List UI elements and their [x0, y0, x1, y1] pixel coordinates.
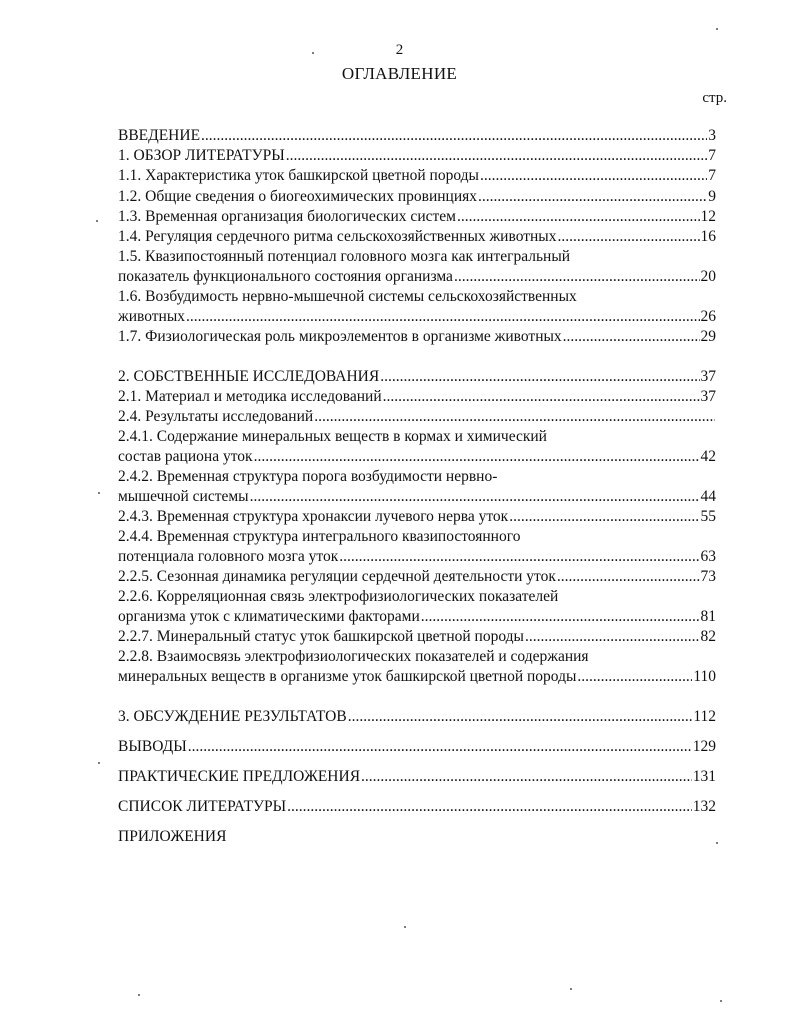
dot-leader — [557, 567, 700, 586]
toc-entry — [118, 407, 716, 426]
toc-entry-page: 81 — [700, 608, 716, 625]
dot-leader — [563, 327, 700, 346]
dot-leader — [286, 146, 708, 165]
scan-speck — [716, 28, 718, 30]
toc-entry-text: 2.2.8. Взаимосвязь электрофизиологических показателей и содержания — [118, 648, 589, 665]
toc-entry — [118, 797, 716, 816]
toc-entry-page: 9 — [708, 188, 716, 205]
toc-entry — [118, 247, 716, 266]
toc-entry-page: 110 — [693, 668, 716, 685]
page-title: ОГЛАВЛЕНИЕ — [341, 64, 458, 83]
toc-entry-text: животных — [118, 308, 185, 325]
scan-speck — [96, 220, 98, 222]
toc-entry — [118, 307, 716, 326]
scan-speck — [98, 492, 100, 494]
dot-leader — [577, 667, 692, 686]
dot-leader — [380, 367, 699, 386]
toc-entry-page: 131 — [692, 768, 716, 785]
toc-entry-page: 44 — [700, 488, 716, 505]
toc-entry-page: 42 — [700, 448, 716, 465]
toc-entry-text: ПРИЛОЖЕНИЯ — [118, 828, 227, 845]
toc-entry — [118, 187, 716, 206]
toc-entry-text: 1.2. Общие сведения о биогеохимических провинциях — [118, 188, 477, 205]
toc-entry-page: 82 — [700, 628, 716, 645]
toc-entry — [118, 647, 716, 666]
toc-entry — [118, 146, 716, 165]
toc-entry-text: состав рациона уток — [118, 448, 253, 465]
toc-entry — [118, 467, 716, 486]
toc-entry-text: 1.5. Квазипостоянный потенциал головного мозга как интегральный — [118, 248, 571, 265]
toc-entry-page: 20 — [700, 268, 716, 285]
toc-entry — [118, 507, 716, 526]
toc-entry-page: 132 — [692, 798, 716, 815]
toc-entry-text: мышечной системы — [118, 488, 249, 505]
toc-entry-text: 2.1. Материал и методика исследований — [118, 388, 382, 405]
toc-entry — [118, 627, 716, 646]
dot-leader — [509, 507, 699, 526]
toc-entry-text: 2. СОБСТВЕННЫЕ ИССЛЕДОВАНИЯ — [118, 368, 380, 385]
toc-entry-text: 2.2.7. Минеральный статус уток башкирской цветной породы — [118, 628, 524, 645]
dot-leader — [454, 267, 700, 286]
toc-entry-text: ВВЕДЕНИЕ — [118, 127, 201, 144]
toc-entry-page: 112 — [693, 708, 716, 725]
scan-speck — [720, 1000, 722, 1002]
scan-speck — [138, 994, 140, 996]
toc-entry — [118, 327, 716, 346]
toc-entry-text: 2.4.2. Временная структура порога возбудимости нервно- — [118, 468, 498, 485]
toc-entry-page: 37 — [700, 388, 716, 405]
toc-entry — [118, 126, 716, 145]
dot-leader — [348, 707, 693, 726]
toc-entry — [118, 207, 716, 226]
dot-leader — [201, 126, 707, 145]
toc-entry — [118, 227, 716, 246]
toc-entry-page: 37 — [700, 368, 716, 385]
toc-entry-text: организма уток с климатическими факторами — [118, 608, 420, 625]
dot-leader — [287, 797, 692, 816]
toc-entry — [118, 667, 716, 686]
toc-entry-text: ВЫВОДЫ — [118, 738, 187, 755]
dot-leader — [480, 166, 707, 185]
toc-entry-text: ПРАКТИЧЕСКИЕ ПРЕДЛОЖЕНИЯ — [118, 768, 361, 785]
toc-entry-page: 73 — [700, 568, 716, 585]
toc-entry — [118, 827, 716, 846]
toc-entry — [118, 587, 716, 606]
toc-entry-page: 12 — [700, 208, 716, 225]
toc-entry-text: минеральных веществ в организме уток башкирской цветной породы — [118, 668, 577, 685]
toc-entry-text: 1.6. Возбудимость нервно-мышечной системы сельскохозяйственных — [118, 288, 577, 305]
scan-speck — [312, 52, 314, 54]
toc-entry-text: 1.4. Регуляция сердечного ритма сельскохозяйственных животных — [118, 228, 557, 245]
toc-entry-text: 2.2.5. Сезонная динамика регуляции сердечной деятельности уток — [118, 568, 556, 585]
dot-leader — [478, 187, 707, 206]
toc-entry — [118, 367, 716, 386]
toc-entry-page: 3 — [708, 127, 716, 144]
toc-entry-page: 29 — [700, 328, 716, 345]
page-number: 2 — [395, 42, 404, 58]
toc-entry-text: 2.4.4. Временная структура интегрального квазипостоянного — [118, 528, 521, 545]
toc-entry — [118, 567, 716, 586]
toc-entry — [118, 737, 716, 756]
toc-entry — [118, 166, 716, 185]
toc-entry-text: потенциала головного мозга уток — [118, 548, 339, 565]
toc-entry-text: 2.4.1. Содержание минеральных веществ в кормах и химический — [118, 428, 547, 445]
dot-leader — [557, 227, 699, 246]
toc-entry — [118, 767, 716, 786]
scan-speck — [404, 926, 406, 928]
toc-entry-page: 7 — [708, 167, 716, 184]
toc-entry-text: 2.2.6. Корреляционная связь электрофизиологических показателей — [118, 588, 559, 605]
dot-leader — [339, 547, 699, 566]
toc-entry-text: 1.1. Характеристика уток башкирской цветной породы — [118, 167, 479, 184]
dot-leader — [188, 737, 692, 756]
toc-entry — [118, 387, 716, 406]
toc-entry — [118, 447, 716, 466]
toc-entry-text: 1. ОБЗОР ЛИТЕРАТУРЫ — [118, 147, 285, 164]
toc-entry — [118, 267, 716, 286]
toc-entry — [118, 607, 716, 626]
toc-entry — [118, 527, 716, 546]
scan-speck — [570, 988, 572, 990]
dot-leader — [457, 207, 700, 226]
toc-entry-text: 1.7. Физиологическая роль микроэлементов в организме животных — [118, 328, 562, 345]
toc-entry-text: показатель функционального состояния организма — [118, 268, 453, 285]
toc-entry-page: 16 — [700, 228, 716, 245]
toc-entry-text: 3. ОБСУЖДЕНИЕ РЕЗУЛЬТАТОВ — [118, 708, 347, 725]
toc-entry — [118, 487, 716, 506]
scan-speck — [98, 762, 100, 764]
toc-entry-text: 1.3. Временная организация биологических систем — [118, 208, 456, 225]
toc-entry-page: 129 — [692, 738, 716, 755]
scan-speck — [716, 842, 718, 844]
dot-leader — [383, 387, 700, 406]
toc-entry-page: 26 — [700, 308, 716, 325]
toc-entry — [118, 547, 716, 566]
toc-entry — [118, 287, 716, 306]
toc-entry-page: 55 — [700, 508, 716, 525]
toc-entry-page: 7 — [708, 147, 716, 164]
dot-leader — [525, 627, 700, 646]
dot-leader — [186, 307, 700, 326]
toc-entry-text: 2.4. Результаты исследований — [118, 408, 314, 425]
toc-entry-text: СПИСОК ЛИТЕРАТУРЫ — [118, 798, 287, 815]
page-column-label: стр. — [702, 90, 727, 106]
dot-leader — [254, 447, 700, 466]
toc-entry-page: 63 — [700, 548, 716, 565]
dot-leader — [250, 487, 700, 506]
toc-entry — [118, 427, 716, 446]
dot-leader — [421, 607, 700, 626]
dot-leader — [361, 767, 692, 786]
toc-entry-text: 2.4.3. Временная структура хронаксии лучевого нерва уток — [118, 508, 509, 525]
toc-entry — [118, 707, 716, 726]
dot-leader — [314, 407, 715, 426]
